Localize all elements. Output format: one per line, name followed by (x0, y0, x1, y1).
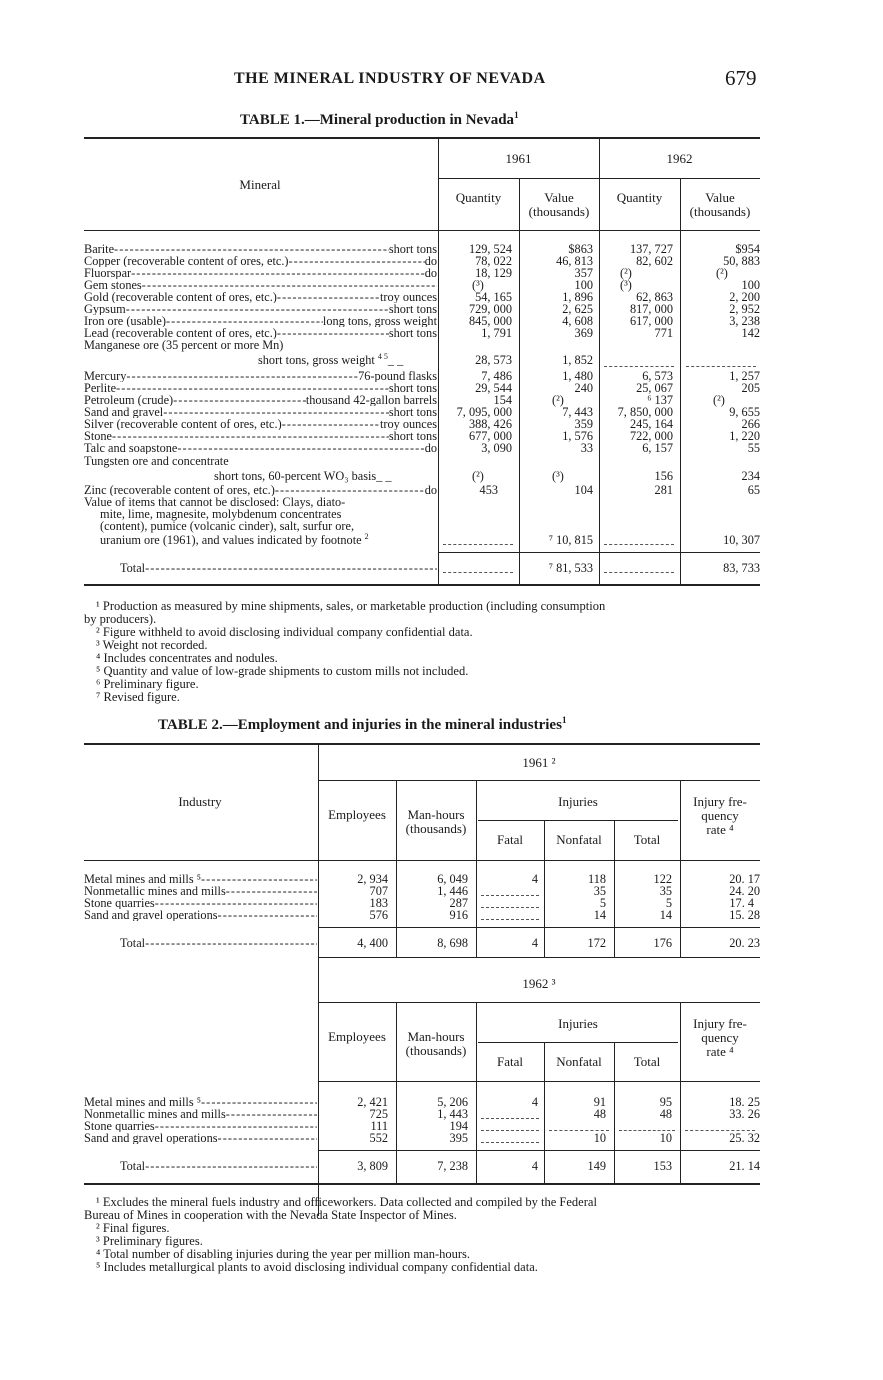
table2-rule (478, 820, 678, 821)
table1-title: TABLE 1.—Mineral production in Nevada$^1$ (240, 110, 519, 128)
col-value-1961: Value (thousands) (528, 190, 590, 219)
col-nonfatal: Nonfatal (556, 1054, 602, 1069)
footnote: ⁶ Preliminary figure. (96, 677, 199, 691)
table1-total-rule (438, 552, 760, 553)
table2-vrule (680, 781, 681, 957)
footnote: ⁵ Includes metallurgical plants to avoid disclosing individual company confidential data. (96, 1260, 538, 1274)
undisclosed-line: Value of items that cannot be disclosed: Clays, diato- (84, 495, 346, 509)
footnote: ³ Preliminary figures. (96, 1234, 203, 1248)
col-employees: Employees (328, 1029, 386, 1044)
footnote: ³ Weight not recorded. (96, 638, 208, 652)
table2-rule (318, 957, 760, 958)
col-industry: Industry (178, 794, 222, 809)
table1-vrule (438, 139, 439, 584)
undisclosed-line: (content), pumice (volcanic cinder), salt, surfur ore, (100, 519, 355, 533)
col-total: Total (633, 1054, 661, 1069)
table2-title: TABLE 2.—Employment and injuries in the mineral industries$^1$ (158, 715, 567, 733)
col-injuries: Injuries (558, 1016, 598, 1031)
col-value-1962: Value (thousands) (689, 190, 751, 219)
year-1961: 1961 (505, 151, 532, 166)
footnote: ² Final figures. (96, 1221, 170, 1235)
table2-header-rule (84, 860, 760, 861)
table2-bottom-rule (84, 1183, 760, 1185)
table2-vrule (476, 1003, 477, 1183)
footnote: ¹ Excludes the mineral fuels industry and officeworkers. Data collected and compiled by the Federal (96, 1195, 597, 1209)
col-total: Total (633, 832, 661, 847)
col-injury-rate: Injury fre- quency rate ⁴ (693, 794, 747, 837)
footnote: Bureau of Mines in cooperation with the Nevada State Inspector of Mines. (84, 1208, 457, 1222)
footnote: by producers). (84, 612, 157, 626)
year-1962-2: 1962 ³ (522, 976, 556, 991)
tungsten-label: Tungsten ore and concentrate (84, 454, 229, 468)
manganese-label: Manganese ore (35 percent or more Mn) (84, 338, 284, 352)
col-manhours: Man-hours (thousands) (405, 1029, 467, 1058)
col-injury-rate: Injury fre- quency rate ⁴ (693, 1016, 747, 1059)
table2-rule (318, 780, 760, 781)
table1-vrule (519, 179, 520, 584)
footnote: ¹ Production as measured by mine shipments, sales, or marketable production (including consumption (96, 599, 606, 613)
col-employees: Employees (328, 807, 386, 822)
undisclosed-line: mite, lime, magnesite, molybdenum concentrates (100, 507, 342, 521)
table2-vrule (396, 1003, 397, 1183)
table2-total-rule (318, 927, 760, 928)
table1-vrule (599, 139, 600, 584)
dash-placeholder (604, 366, 674, 367)
col-mineral: Mineral (239, 177, 281, 192)
table2-vrule (396, 781, 397, 957)
col-quantity-1962: Quantity (616, 190, 663, 205)
footnote: ⁵ Quantity and value of low-grade shipments to custom mills not included. (96, 664, 469, 678)
footnote: ⁴ Includes concentrates and nodules. (96, 651, 278, 665)
running-title: THE MINERAL INDUSTRY OF NEVADA (234, 70, 546, 87)
page-number: 679 (725, 66, 757, 90)
table1-top-rule (84, 137, 760, 139)
table2-rule (318, 1002, 760, 1003)
table2-top-rule (84, 743, 760, 745)
col-fatal: Fatal (497, 832, 523, 847)
table1-bottom-rule (84, 584, 760, 586)
table2-total-rule (318, 1150, 760, 1151)
col-injuries: Injuries (558, 794, 598, 809)
footnote: ⁴ Total number of disabling injuries during the year per million man-hours. (96, 1247, 471, 1261)
col-quantity-1961: Quantity (455, 190, 502, 205)
col-nonfatal: Nonfatal (556, 832, 602, 847)
table2-rule (478, 1042, 678, 1043)
table2-rule (318, 1081, 760, 1082)
col-manhours: Man-hours (thousands) (405, 807, 467, 836)
table1-header-rule (84, 230, 760, 231)
year-1962: 1962 (666, 151, 693, 166)
table1-vrule (680, 179, 681, 584)
year-1961-2: 1961 ² (522, 755, 556, 770)
table2-vrule (476, 781, 477, 957)
col-fatal: Fatal (497, 1054, 523, 1069)
footnote: ⁷ Revised figure. (96, 690, 180, 704)
table2-vrule (680, 1003, 681, 1183)
footnote: ² Figure withheld to avoid disclosing individual company confidential data. (96, 625, 473, 639)
dash-placeholder (686, 366, 756, 367)
